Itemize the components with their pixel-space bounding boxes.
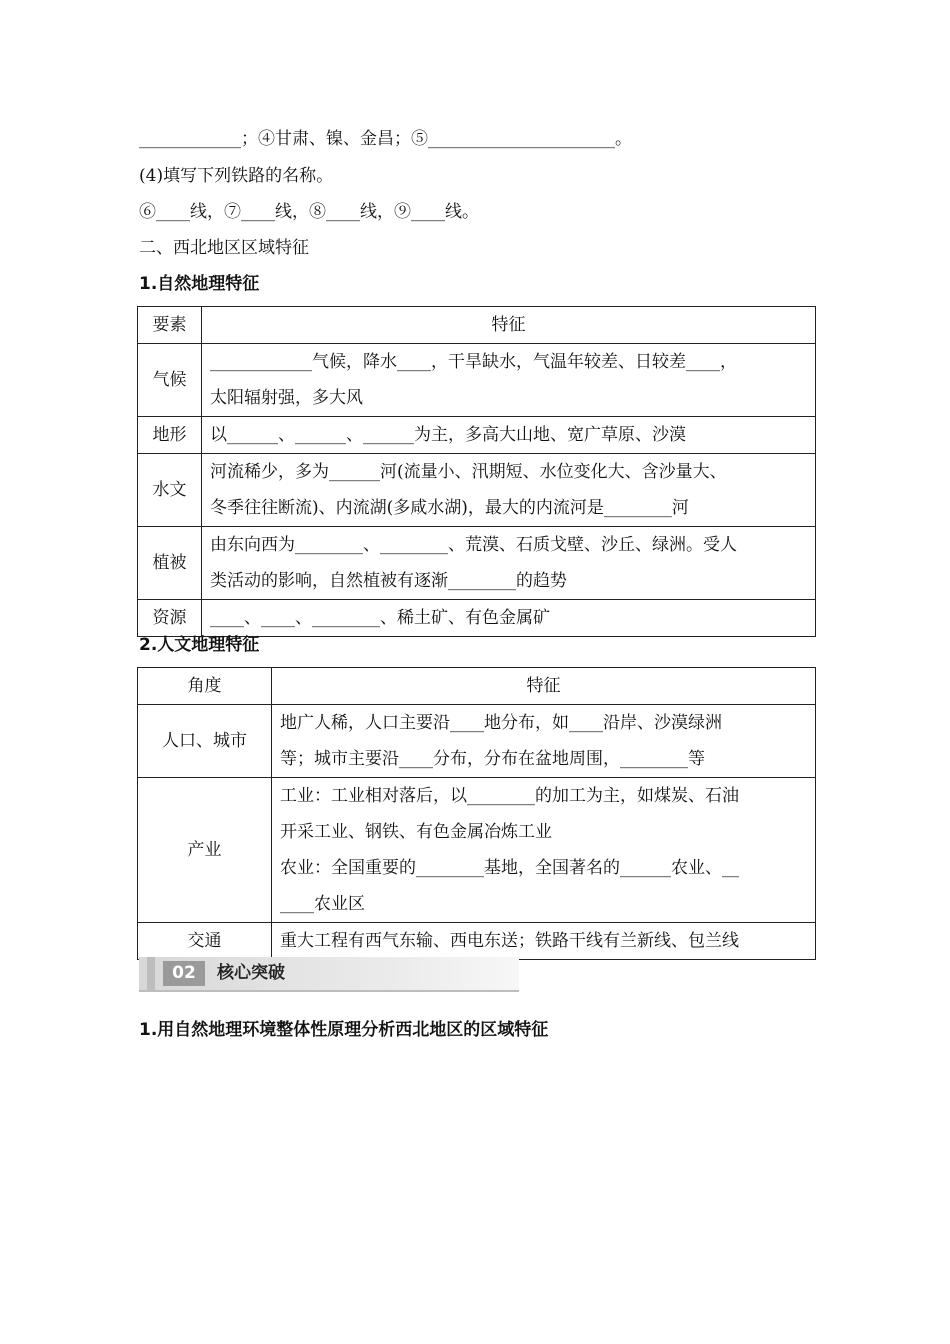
section-heading: 二、西北地区区域特征 bbox=[139, 238, 309, 258]
table-header: 特征 bbox=[272, 668, 816, 705]
cell-line: 河流稀少，多为______河(流量小、汛期短、水位变化大、含沙量大、 bbox=[210, 462, 727, 482]
table-row bbox=[138, 600, 816, 637]
table-cell bbox=[202, 600, 816, 637]
table-row bbox=[138, 307, 816, 344]
cell-line: 等；城市主要沿____分布，分布在盆地周围，________等 bbox=[280, 749, 705, 769]
table-row bbox=[138, 417, 816, 454]
table-cell bbox=[202, 527, 816, 600]
badge-title: 核心突破 bbox=[217, 963, 285, 983]
cell-line: ____________气候，降水____，干旱缺水，气温年较差、日较差____， bbox=[210, 352, 737, 372]
table-cell: 资源 bbox=[138, 600, 202, 637]
heading-natural: 1.自然地理特征 bbox=[139, 274, 260, 294]
table-row bbox=[138, 527, 816, 600]
badge-stripe bbox=[147, 957, 155, 990]
text-line-2: (4)填写下列铁路的名称。 bbox=[139, 166, 334, 186]
text-line-3: ⑥____线，⑦____线，⑧____线，⑨____线。 bbox=[139, 202, 479, 222]
cell-line: 农业：全国重要的________基地，全国著名的______农业、__ bbox=[280, 858, 739, 878]
table-cell bbox=[202, 454, 816, 527]
cell-line: 类活动的影响，自然植被有逐渐________的趋势 bbox=[210, 571, 567, 591]
table-row bbox=[138, 454, 816, 527]
cell-line: 以______、______、______为主，多高大山地、宽广草原、沙漠 bbox=[210, 425, 686, 445]
cell-line: ____、____、________、稀土矿、有色金属矿 bbox=[210, 608, 550, 628]
table-cell: 交通 bbox=[138, 923, 272, 960]
table-cell bbox=[202, 344, 816, 417]
table-cell bbox=[272, 705, 816, 778]
table-cell bbox=[272, 778, 816, 923]
cell-line: ____农业区 bbox=[280, 894, 365, 914]
cell-line: 由东向西为________、________、荒漠、石质戈壁、沙丘、绿洲。受人 bbox=[210, 535, 737, 555]
table-header: 要素 bbox=[138, 307, 202, 344]
natural-table bbox=[137, 306, 816, 637]
heading-analysis: 1.用自然地理环境整体性原理分析西北地区的区域特征 bbox=[139, 1020, 549, 1040]
badge-number: 02 bbox=[163, 961, 205, 986]
table-cell: 植被 bbox=[138, 527, 202, 600]
cell-line: 开采工业、钢铁、有色金属冶炼工业 bbox=[280, 822, 552, 842]
cell-line: 工业：工业相对落后，以________的加工为主，如煤炭、石油 bbox=[280, 786, 739, 806]
table-header: 角度 bbox=[138, 668, 272, 705]
table-header: 特征 bbox=[202, 307, 816, 344]
table-row bbox=[138, 668, 816, 705]
table-cell: 产业 bbox=[138, 778, 272, 923]
table-cell bbox=[272, 923, 816, 960]
cell-line: 冬季往往断流)、内流湖(多咸水湖)，最大的内流河是________河 bbox=[210, 498, 689, 518]
cell-line: 地广人稀，人口主要沿____地分布，如____沿岸、沙漠绿洲 bbox=[280, 713, 722, 733]
table-cell: 人口、城市 bbox=[138, 705, 272, 778]
table-cell: 地形 bbox=[138, 417, 202, 454]
text-line-1: ____________；④甘肃、镍、金昌；⑤______________________。 bbox=[139, 129, 632, 149]
table-cell bbox=[202, 417, 816, 454]
cell-line: 太阳辐射强，多大风 bbox=[210, 388, 363, 408]
cell-line: 重大工程有西气东输、西电东送；铁路干线有兰新线、包兰线 bbox=[280, 931, 739, 951]
table-row bbox=[138, 705, 816, 778]
heading-human: 2.人文地理特征 bbox=[139, 635, 260, 655]
table-row bbox=[138, 923, 816, 960]
table-row bbox=[138, 778, 816, 923]
human-table bbox=[137, 667, 816, 960]
table-row bbox=[138, 344, 816, 417]
table-cell: 气候 bbox=[138, 344, 202, 417]
table-cell: 水文 bbox=[138, 454, 202, 527]
section-badge bbox=[139, 957, 519, 992]
